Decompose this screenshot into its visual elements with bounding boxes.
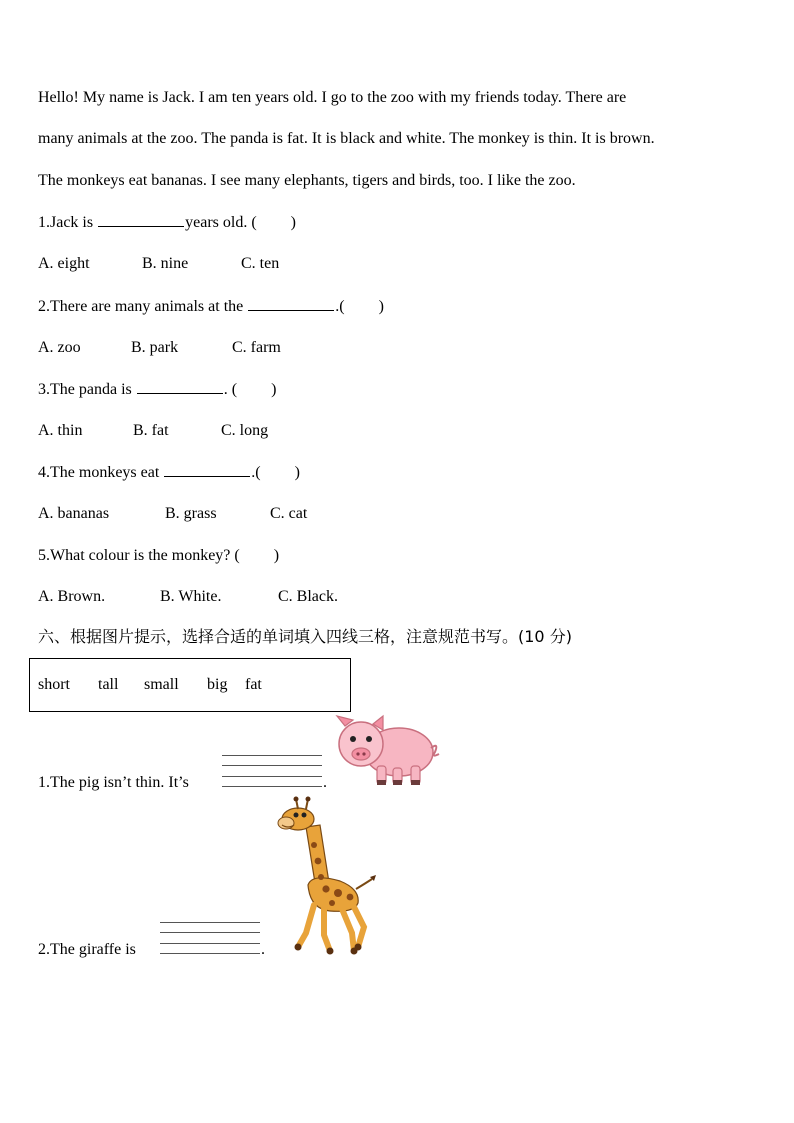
- option-4c[interactable]: C. cat: [270, 505, 308, 522]
- question-4-text: 4.The monkeys eat: [38, 464, 164, 481]
- passage-line-2: many animals at the zoo. The panda is fat. It is black and white. The monkey is thin. It is brown.: [38, 130, 655, 147]
- word-bank-item: big: [207, 676, 228, 693]
- option-2a[interactable]: A. zoo: [38, 339, 81, 356]
- answer-blank-3[interactable]: [137, 379, 223, 394]
- option-1b[interactable]: B. nine: [142, 255, 189, 272]
- options-1: [38, 254, 279, 274]
- answer-blank-1[interactable]: [98, 212, 184, 227]
- question-3-text: 3.The panda is: [38, 381, 136, 398]
- options-2: [38, 338, 281, 358]
- question-5-text: 5.What colour is the monkey? (: [38, 547, 240, 564]
- options-4: [38, 504, 307, 524]
- question-1-text-end: years old. (: [185, 214, 257, 231]
- word-bank-item: fat: [245, 676, 262, 693]
- option-3a[interactable]: A. thin: [38, 422, 83, 439]
- word-bank-item: short: [38, 676, 70, 693]
- question-4-text-end: .(: [251, 464, 261, 481]
- options-3: [38, 421, 268, 441]
- fill-item-1-end: .: [323, 774, 327, 791]
- question-3-text-end: . (: [223, 381, 238, 398]
- question-1: 1.Jack is years old. ( ): [38, 214, 296, 231]
- option-1a[interactable]: A. eight: [38, 255, 90, 272]
- option-5b[interactable]: B. White.: [160, 588, 222, 605]
- option-3c[interactable]: C. long: [221, 422, 269, 439]
- passage-line-3: The monkeys eat bananas. I see many elephants, tigers and birds, too. I like the zoo.: [38, 172, 576, 189]
- options-5: [38, 587, 338, 607]
- pig-image: [333, 714, 439, 790]
- question-3: 3.The panda is . ( ): [38, 381, 277, 398]
- option-3b[interactable]: B. fat: [133, 422, 169, 439]
- question-2-text: 2.There are many animals at the: [38, 298, 248, 315]
- four-line-grid-2[interactable]: [160, 922, 260, 954]
- word-bank-box: [29, 658, 351, 712]
- question-1-text: 1.Jack is: [38, 214, 98, 231]
- question-4: 4.The monkeys eat .( ): [38, 464, 300, 481]
- option-4b[interactable]: B. grass: [165, 505, 217, 522]
- fill-item-2-text: 2.The giraffe is: [38, 941, 136, 958]
- option-4a[interactable]: A. bananas: [38, 505, 110, 522]
- question-2: 2.There are many animals at the .( ): [38, 298, 384, 315]
- option-2c[interactable]: C. farm: [232, 339, 281, 356]
- option-2b[interactable]: B. park: [131, 339, 179, 356]
- word-bank: [38, 676, 262, 694]
- question-5: 5.What colour is the monkey? ( ): [38, 547, 280, 564]
- question-2-text-end: .(: [335, 298, 345, 315]
- option-5c[interactable]: C. Black.: [278, 588, 338, 605]
- option-5a[interactable]: A. Brown.: [38, 588, 106, 605]
- answer-blank-4[interactable]: [164, 462, 250, 477]
- option-1c[interactable]: C. ten: [241, 255, 280, 272]
- fill-item-1-text: 1.The pig isn’t thin. It’s: [38, 774, 189, 791]
- fill-item-2-end: .: [261, 941, 265, 958]
- giraffe-image: [268, 797, 376, 957]
- answer-blank-2[interactable]: [248, 296, 334, 311]
- word-bank-item: small: [144, 676, 179, 693]
- section-6-heading: 六、根据图片提示，选择合适的单词填入四线三格，注意规范书写。(10 分): [38, 627, 572, 646]
- four-line-grid-1[interactable]: [222, 755, 322, 787]
- word-bank-item: tall: [98, 676, 119, 693]
- passage-line-1: Hello! My name is Jack. I am ten years old. I go to the zoo with my friends today. There are: [38, 89, 627, 106]
